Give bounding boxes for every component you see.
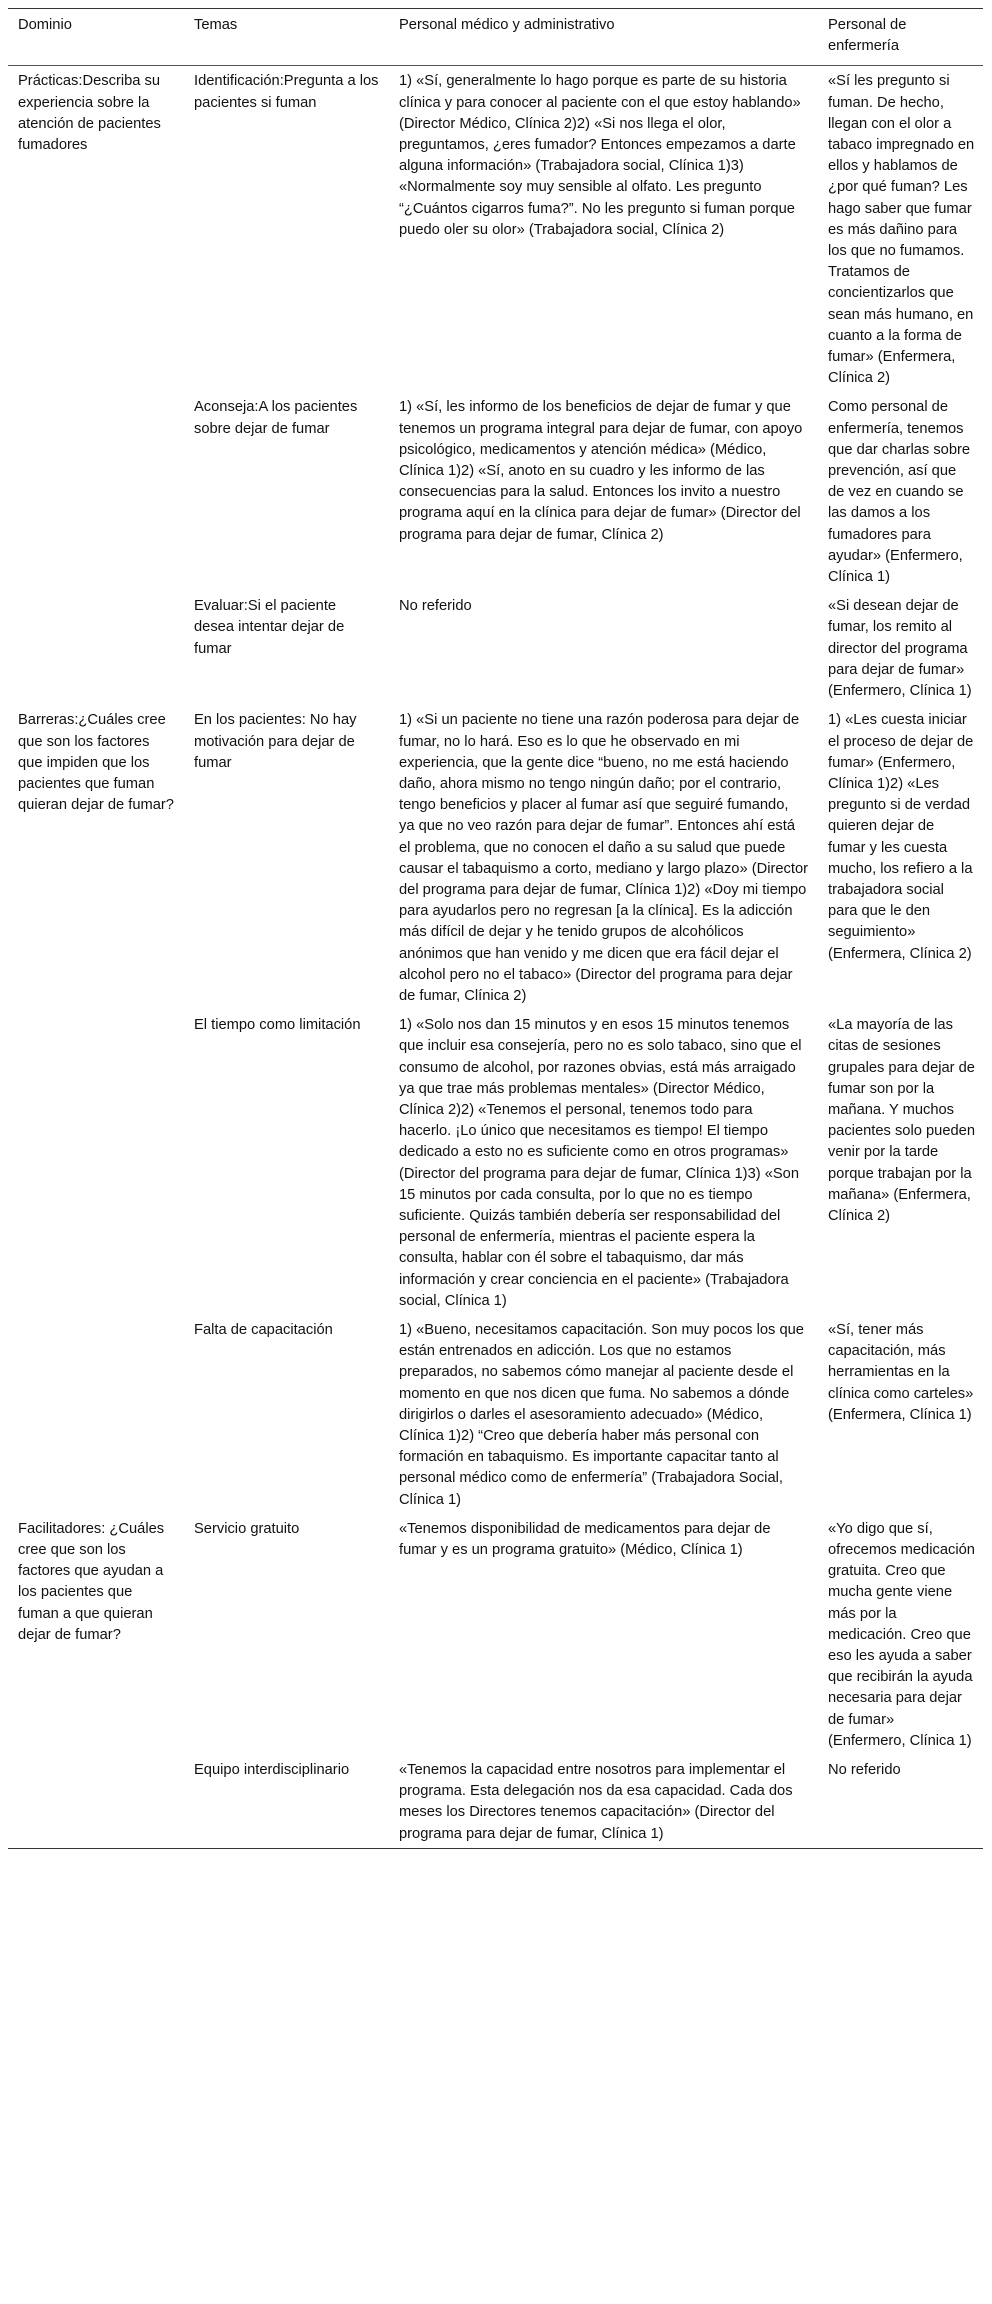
- cell-personal-medico: 1) «Solo nos dan 15 minutos y en esos 15 minutos tenemos que incluir esa consejería, pero no es solo tabaco, sino que el consumo de alcohol, por razones obvias, está más arraigado ya que trae más problemas mentales» (Director Médico, Clínica 2)2) «Tenemos el personal, tenemos todo para hacerlo. ¡Lo único que necesitamos es tiempo! El tiempo dedicado a esto no es suficiente como en otros programas» (Director del programa para dejar de fumar, Clínica 1)3) «Son 15 minutos por cada consulta, por lo que no es tiempo suficiente. Quizás también debería ser responsabilidad del personal de enfermería, mientras el paciente espera la consulta, hablar con él sobre el tabaquismo, dar más información y crear conciencia en el paciente» (Trabajadora social, Clínica 1): [399, 1017, 802, 1309]
- header-personal-medico: Personal médico y administrativo: [389, 9, 818, 66]
- qualitative-results-table: [8, 8, 983, 1849]
- cell-tema: Aconseja:A los pacientes sobre dejar de fumar: [194, 399, 358, 437]
- cell-dominio: Facilitadores: ¿Cuáles cree que son los factores que ayudan a los pacientes que fuman a que quieran dejar de fumar?: [18, 1520, 165, 1643]
- cell-personal-enfermeria: 1) «Les cuesta iniciar el proceso de dejar de fumar» (Enfermero, Clínica 1)2) «Les pregunto si de verdad quieren dejar de fumar y les cuesta mucho, los refiero a la trabajadora social para que le den seguimiento» (Enfermera, Clínica 2): [828, 712, 974, 962]
- cell-dominio: Prácticas:Describa su experiencia sobre la atención de pacientes fumadores: [18, 73, 161, 154]
- cell-tema: Servicio gratuito: [194, 1520, 300, 1537]
- table-row: [8, 1514, 983, 1755]
- cell-dominio: [8, 1010, 184, 1315]
- cell-personal-medico: «Tenemos disponibilidad de medicamentos para dejar de fumar y es un programa gratuito» (Médico, Clínica 1): [399, 1520, 771, 1559]
- cell-personal-medico: 1) «Bueno, necesitamos capacitación. Son muy pocos los que están entrenados en adicción. Los que no estamos preparados, no sabemos cómo manejar al paciente desde el momento en que nos dicen que fuma. No sabemos a dónde dirigirlos o darles el asesoramiento adecuado» (Médico, Clínica 1)2) “Creo que debería haber más personal con formación en tabaquismo. Es importante capacitar tanto al personal médico como de enfermería” (Trabajadora Social, Clínica 1): [399, 1321, 804, 1508]
- header-row: [8, 9, 983, 66]
- cell-dominio: [8, 591, 184, 705]
- cell-personal-enfermeria: «Sí, tener más capacitación, más herramientas en la clínica como carteles» (Enfermera, Clínica 1): [828, 1321, 974, 1423]
- cell-personal-enfermeria: No referido: [818, 1755, 983, 1848]
- table-row: [8, 1315, 983, 1514]
- table-row: [8, 591, 983, 705]
- cell-personal-medico: 1) «Sí, les informo de los beneficios de dejar de fumar y que tenemos un programa integral para dejar de fumar, con apoyo psicológico, medicamentos y atención médica» (Médico, Clínica 1)2) «Sí, anoto en su cuadro y les informo de las consecuencias para la salud. Entonces los invito a nuestro programa aquí en la clínica para dejar de fumar» (Director del programa para dejar de fumar, Clínica 2): [399, 399, 803, 543]
- cell-personal-enfermeria: «Si desean dejar de fumar, los remito al director del programa para dejar de fumar» (Enfermero, Clínica 1): [828, 598, 972, 700]
- cell-personal-medico: «Tenemos la capacidad entre nosotros para implementar el programa. Esta delegación nos da esa capacidad. Cada dos meses los Directores tenemos capacitación» (Director del programa para dejar de fumar, Clínica 1): [389, 1755, 818, 1848]
- cell-tema: Evaluar:Si el paciente desea intentar dejar de fumar: [194, 598, 345, 657]
- cell-tema: En los pacientes: No hay motivación para dejar de fumar: [194, 712, 357, 771]
- cell-personal-enfermeria: «La mayoría de las citas de sesiones grupales para dejar de fumar son por la mañana. Y muchos pacientes solo pueden venir por la tarde porque trabajan por la mañana» (Enfermera, Clínica 2): [828, 1017, 975, 1224]
- cell-dominio: [8, 392, 184, 591]
- table-row: [8, 66, 983, 393]
- table-row: [8, 705, 983, 1010]
- header-personal-enfermeria: Personal de enfermería: [818, 9, 983, 66]
- table-row: [8, 1010, 983, 1315]
- table-header: [8, 9, 983, 66]
- table-body: [8, 66, 983, 1848]
- cell-personal-enfermeria: «Sí les pregunto si fuman. De hecho, llegan con el olor a tabaco impregnado en ellos y hablamos de ¿por qué fuman? Les hago saber que fumar es más dañino para los que no fumamos. Tratamos de concientizarlos que sean más humano, en cuanto a la forma de fumar» (Enfermera, Clínica 2): [828, 73, 975, 387]
- cell-personal-enfermeria: Como personal de enfermería, tenemos que dar charlas sobre prevención, así que de vez en cuando se las damos a los fumadores para ayudar» (Enfermero, Clínica 1): [828, 399, 971, 586]
- cell-dominio: [8, 1755, 184, 1848]
- cell-personal-enfermeria: «Yo digo que sí, ofrecemos medicación gratuita. Creo que mucha gente viene más por la medicación. Creo que eso les ayuda a saber que recibirán la ayuda necesaria para dejar de fumar» (Enfermero, Clínica 1): [828, 1520, 975, 1749]
- cell-dominio: [8, 1315, 184, 1514]
- cell-tema: Identificación:Pregunta a los pacientes si fuman: [194, 73, 379, 111]
- cell-dominio: Barreras:¿Cuáles cree que son los factores que impiden que los pacientes que fuman quieran dejar de fumar?: [18, 712, 174, 814]
- cell-personal-medico: No referido: [399, 598, 472, 615]
- cell-personal-medico: 1) «Sí, generalmente lo hago porque es parte de su historia clínica y para conocer al paciente con el que estoy hablando» (Director Médico, Clínica 2)2) «Si nos llega el olor, preguntamos, ¿eres fumador? Entonces empezamos a darte alguna información» (Trabajadora social, Clínica 1)3) «Normalmente soy muy sensible al olfato. Les pregunto “¿Cuántos cigarros fuma?”. No les pregunto si fuman porque puedo oler su olor» (Trabajadora social, Clínica 2): [399, 73, 801, 238]
- cell-tema: El tiempo como limitación: [194, 1017, 361, 1034]
- table-row: [8, 1755, 983, 1848]
- table-row: [8, 392, 983, 591]
- cell-personal-medico: 1) «Si un paciente no tiene una razón poderosa para dejar de fumar, no lo hará. Eso es lo que he observado en mi experiencia, que la gente dice “bueno, no me está haciendo daño, ahora mismo no tengo ningún daño; por el contrario, tengo beneficios y placer al fumar así que seguiré fumando, ya que no veo razón para dejar de fumar”. Entonces ahí está el problema, que no conocen el daño a su salud que puede causar el tabaquismo a corto, mediano y largo plazo» (Director del programa para dejar de fumar, Clínica 1)2) «Doy mi tiempo para ayudarlos pero no regresan [a la clínica]. Es la adicción más difícil de dejar y he tenido grupos de alcohólicos anónimos que han venido y me dicen que era fácil dejar el alcohol pero no el tabaco» (Director del programa para dejar de fumar, Clínica 2): [399, 712, 809, 1004]
- cell-tema: Equipo interdisciplinario: [184, 1755, 389, 1848]
- cell-tema: Falta de capacitación: [194, 1321, 333, 1338]
- header-dominio: Dominio: [8, 9, 184, 66]
- header-temas: Temas: [184, 9, 389, 66]
